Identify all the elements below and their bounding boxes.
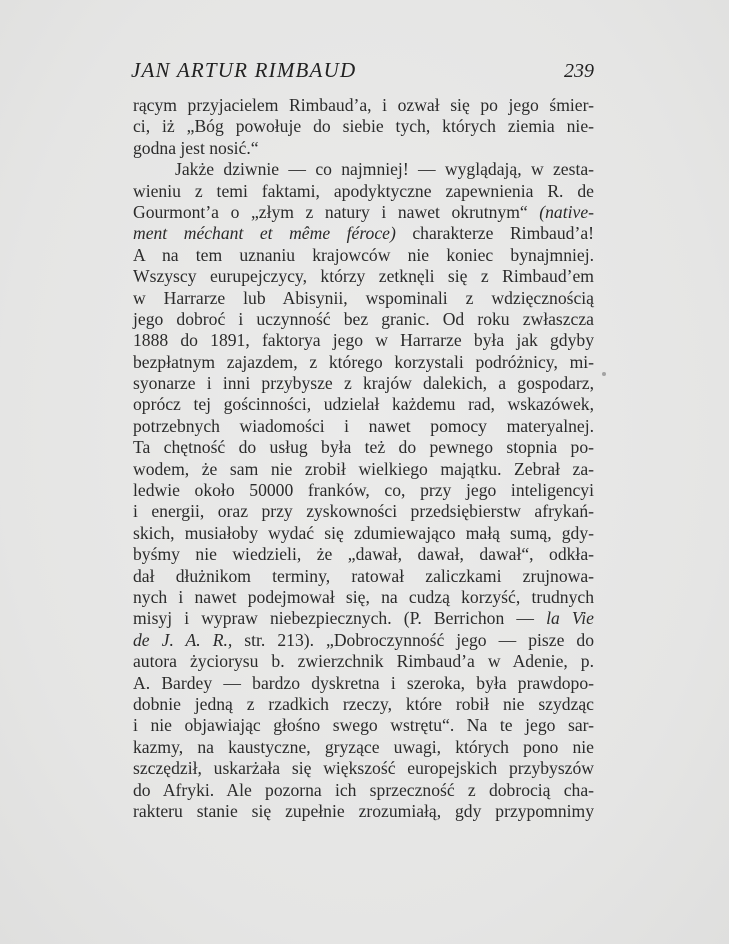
text-segment: skich, musiałoby wydać się zdumiewająco małą sumą, gdy-	[133, 522, 594, 543]
text-line	[133, 116, 594, 137]
text-segment: w Harrarze lub Abisynii, wspominali z wdzięcznością	[133, 287, 594, 308]
text-segment: 1888 do 1891, faktorya jego w Harrarze była jak gdyby	[133, 330, 594, 351]
text-line	[133, 394, 594, 415]
text-segment: nych i nawet podejmował się, na cudzą korzyść, trudnych	[133, 586, 594, 607]
text-segment: str. 213). „Dobroczynność jego — pisze do	[232, 629, 595, 650]
text-segment: i nie objawiając głośno swego wstrętu“. Na te jego sar-	[133, 715, 594, 736]
text-line	[133, 715, 594, 736]
text-segment: do Afryki. Ale pozorna ich sprzeczność z dobrocią cha-	[133, 779, 594, 800]
text-segment: dobnie jedną z rzadkich rzeczy, które robił nie szydząc	[133, 693, 594, 714]
text-line	[133, 288, 594, 309]
text-segment: ledwie około 50000 franków, co, przy jego inteligencyi	[133, 480, 594, 501]
text-segment: charakterze Rimbaud’a!	[395, 223, 594, 244]
text-segment: rącym przyjacielem Rimbaud’a, i ozwał się po jego śmier-	[133, 95, 594, 115]
text-line	[133, 159, 594, 180]
text-line	[133, 223, 594, 244]
text-line	[133, 202, 594, 223]
text-segment: rakteru stanie się zupełnie zrozumiałą, gdy przypomnimy	[133, 800, 594, 821]
text-segment: A na tem uznaniu krajowców nie koniec bynajmniej.	[133, 244, 594, 265]
text-line	[133, 309, 594, 330]
text-segment: byśmy nie wiedzieli, że „dawał, dawał, dawał“, odkła-	[133, 544, 594, 565]
text-segment: szczędził, uskarżała się większość europejskich przybyszów	[133, 758, 594, 779]
text-segment: dał dłużnikom terminy, ratował zaliczkami zrujnowa-	[133, 565, 594, 586]
text-segment: A. Bardey — bardzo dyskretna i szeroka, była prawdopo-	[133, 672, 594, 693]
text-line	[133, 437, 594, 458]
text-line	[133, 416, 594, 437]
text-segment: bezpłatnym zajazdem, z którego korzystali podróżnicy, mi-	[133, 351, 594, 372]
text-segment: Wszyscy eurupejczycy, którzy zetknęli się z Rimbaud’em	[133, 266, 594, 287]
text-segment: kazmy, na kaustyczne, gryzące uwagi, których pono nie	[133, 736, 594, 757]
text-line	[133, 181, 594, 202]
text-line	[133, 352, 594, 373]
text-line	[133, 608, 594, 629]
text-line	[133, 544, 594, 565]
text-line	[133, 480, 594, 501]
text-segment: Gourmont’a o „złym z natury i nawet okrutnym“	[133, 201, 540, 222]
text-segment: i energii, oraz przy zyskowności przedsiębierstw afrykań-	[133, 501, 594, 522]
text-line	[133, 758, 594, 779]
text-segment: wodem, że sam nie zrobił wielkiego majątku. Zebrał za-	[133, 458, 594, 479]
running-head	[131, 58, 594, 84]
italic-text-segment: de J. A. R.,	[133, 629, 233, 650]
text-line	[133, 566, 594, 587]
running-title: JAN ARTUR RIMBAUD	[131, 58, 357, 82]
text-segment: Ta chętność do usług była też do pewnego stopnia po-	[133, 437, 594, 458]
text-line	[133, 138, 594, 159]
body-text	[133, 95, 594, 822]
text-segment: Jakże dziwnie — co najmniej! — wyglądają, w zesta-	[175, 159, 594, 180]
page-number: 239	[564, 60, 594, 82]
text-line	[133, 651, 594, 672]
italic-text-segment: (native-	[539, 201, 594, 222]
text-line	[133, 95, 594, 116]
text-segment: autora życiorysu b. zwierzchnik Rimbaud’a w Adenie, p.	[133, 651, 594, 672]
text-segment: godna jest nosić.“	[133, 137, 259, 158]
text-line	[133, 523, 594, 544]
text-line	[133, 459, 594, 480]
text-segment: jego dobroć i uczynność bez granic. Od roku zwłaszcza	[133, 308, 594, 329]
text-line	[133, 330, 594, 351]
text-segment: wieniu z temi faktami, apodyktyczne zapewnienia R. de	[133, 180, 594, 201]
text-line	[133, 694, 594, 715]
text-line	[133, 501, 594, 522]
text-line	[133, 737, 594, 758]
italic-text-segment: ment méchant et même féroce)	[133, 223, 396, 244]
text-line	[133, 801, 594, 822]
text-segment: syonarze i inni przybysze z krajów dalekich, a gospodarz,	[133, 373, 594, 394]
text-line	[133, 780, 594, 801]
italic-text-segment: la Vie	[546, 608, 594, 629]
text-segment: ci, iż „Bóg powołuje do siebie tych, których ziemia nie-	[133, 116, 594, 137]
text-line	[133, 630, 594, 651]
text-segment: misyj i wypraw niebezpiecznych. (P. Berrichon —	[133, 608, 547, 629]
margin-speck	[602, 372, 606, 376]
text-line	[133, 245, 594, 266]
text-segment: potrzebnych wiadomości i nawet pomocy materyalnej.	[133, 415, 594, 436]
text-line	[133, 373, 594, 394]
text-segment: oprócz tej gościnności, udzielał każdemu rad, wskazówek,	[133, 394, 594, 415]
text-line	[133, 587, 594, 608]
text-line	[133, 673, 594, 694]
text-line	[133, 266, 594, 287]
